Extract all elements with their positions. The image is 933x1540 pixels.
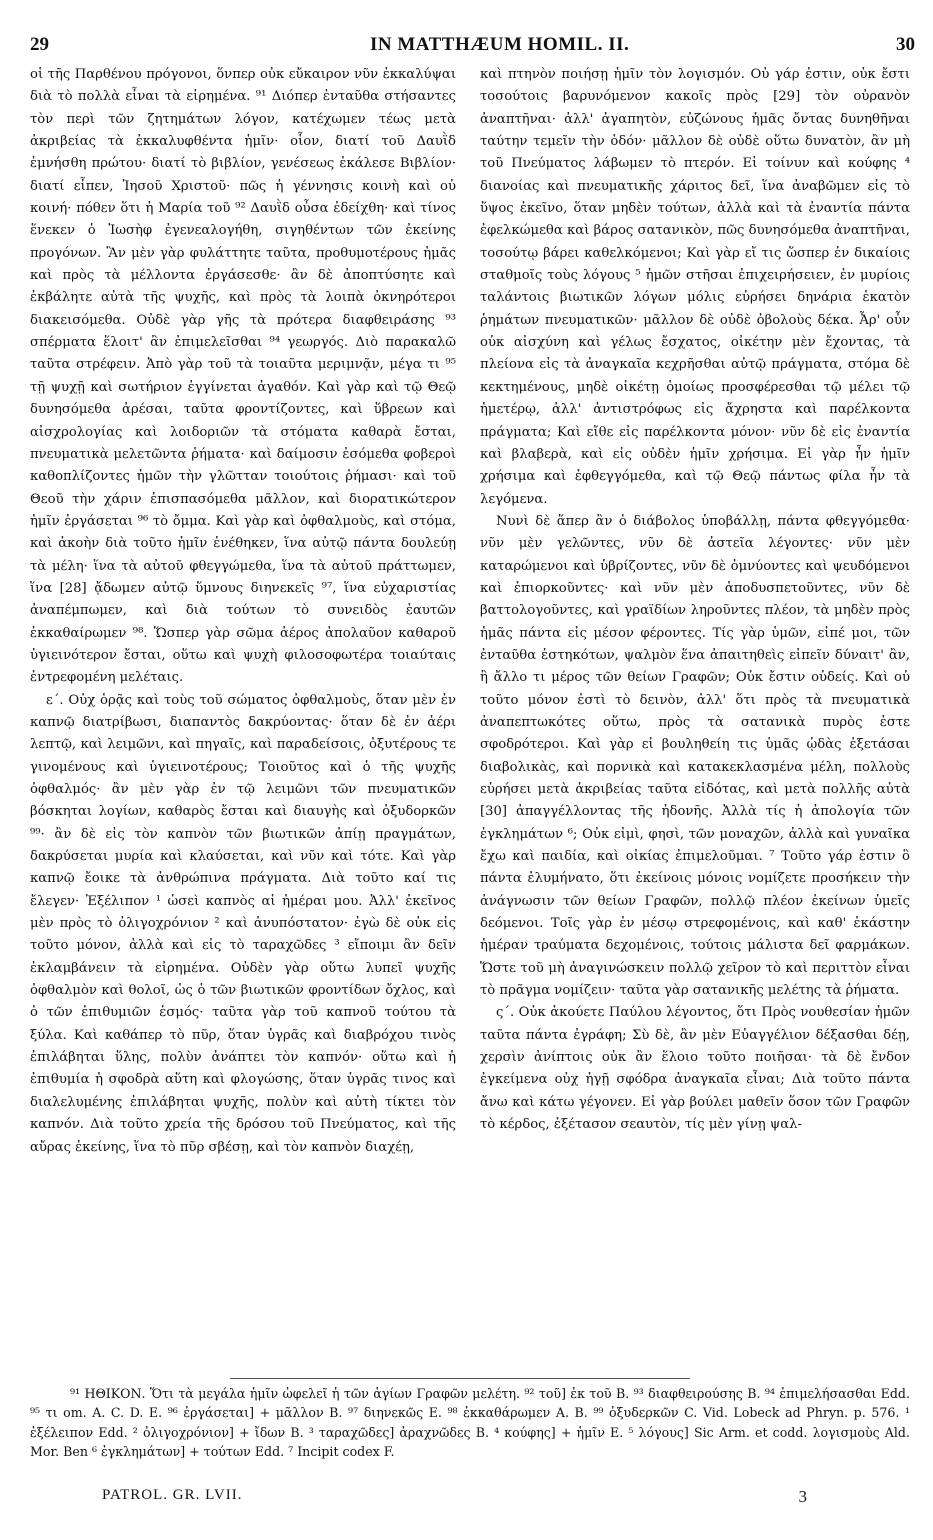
signature-mark: PATROL. GR. LVII. <box>102 1487 243 1503</box>
page-number-left: 29 <box>30 34 49 55</box>
running-title: IN MATTHÆUM HOMIL. II. <box>370 34 630 55</box>
page-footer <box>30 1487 915 1511</box>
right-column <box>480 64 910 1137</box>
footnotes <box>30 1384 910 1461</box>
paragraph: οἱ τῆς Παρθένου πρόγονοι, ὅνπερ οὐκ εὔκαιρον νῦν ἐκκαλύψαι διὰ τὸ πολλὰ εἶναι τὰ εἰρημένα. ⁹¹ Διόπερ ἐνταῦθα στήσαντες τὸν περὶ τῶν ζητημάτων λόγον, κατέχωμεν τέως μετὰ ἀκριβείας τὰ ἐκκαλυφθέντα ἡμῖν· οἷον, διατί τοῦ Δαυῒδ ἐμνήσθη πρώτου· διατί τὸ βιβλίον, γενέσεως ἐκάλεσε Βιβλίον· διατί εἶπεν, Ἰησοῦ Χριστοῦ· πῶς ἡ γέννησις κοινὴ καὶ οὐ κοινή· πόθεν ὅτι ἡ Μαρία τοῦ ⁹² Δαυῒδ οὖσα ἐδείχθη· καὶ τίνος ἕνεκεν ὁ Ἰωσὴφ ἐγενεαλογήθη, σιγηθέντων τῶν ἐκείνης προγόνων. Ἂν μὲν γὰρ φυλάττητε ταῦτα, προθυμοτέρους ἡμᾶς καὶ πρὸς τὰ μέλλοντα ἐργάσεσθε· ἂν δὲ ἀποπτύσητε καὶ ἐκβάλητε αὐτὰ τῆς ψυχῆς, καὶ πρὸς τὰ λοιπὰ ὀκνηρότεροι διακεισόμεθα. Οὐδὲ γὰρ γῆς τὰ πρότερα διαφθειράσης ⁹³ σπέρματα ἕλοιτ' ἂν ἐπιμελεῖσθαι ⁹⁴ γεωργός. Διὸ παρακαλῶ ταῦτα στρέφειν. Ἀπὸ γὰρ τοῦ τὰ τοιαῦτα μεριμνᾷν, μέγα τι ⁹⁵ τῇ ψυχῇ καὶ σωτήριον ἐγγίνεται ἀγαθόν. Καὶ γὰρ καὶ τῷ Θεῷ δυνησόμεθα ἀρέσαι, ταῦτα φροντίζοντες, καὶ ὕβρεων καὶ αἰσχρολογίας καὶ λοιδοριῶν τὰ στόματα καθαρὰ ἔσται, πνευματικὰ μελετῶντα ῥήματα· καὶ δαίμοσιν ἐσόμεθα φοβεροὶ καθοπλίζοντες ἡμῶν τὴν γλῶτταν τοιούτοις ῥήμασι· καὶ τοῦ Θεοῦ τὴν χάριν ἐπισπασόμεθα μᾶλλον, καὶ διορατικώτερον ἡμῖν ἐργάσεται ⁹⁶ τὸ ὄμμα. Καὶ γὰρ καὶ ὀφθαλμοὺς, καὶ στόμα, καὶ ἀκοὴν διὰ τοῦτο ἡμῖν ἐνέθηκεν, ἵνα αὐτῷ πάντα δουλεύῃ τὰ μέλη· ἵνα τὰ αὐτοῦ φθεγγώμεθα, ἵνα τὰ αὐτοῦ πράττωμεν, ἵνα [28] ᾄδωμεν αὐτῷ ὕμνους διηνεκεῖς ⁹⁷, ἵνα εὐχαριστίας ἀναπέμπωμεν, καὶ διὰ τούτων τὸ συνειδὸς ἑαυτῶν ἐκκαθαίρωμεν ⁹⁸. Ὥσπερ γὰρ σῶμα ἀέρος ἀπολαῦον καθαροῦ ὑγιεινότερον ἔσται, οὕτω καὶ ψυχὴ φιλοσοφωτέρα τοιαύταις ἐντρεφομένη μελέταις. <box>30 67 456 686</box>
signature-number: 3 <box>798 1487 807 1506</box>
paragraph: ε΄. Οὐχ ὁρᾷς καὶ τοὺς τοῦ σώματος ὀφθαλμοὺς, ὅταν μὲν ἐν καπνῷ διατρίβωσι, διαπαντὸς δακρύοντας· ὅταν δὲ ἐν ἀέρι λεπτῷ, καὶ λειμῶνι, καὶ πηγαῖς, καὶ παραδείσοις, ὀξυτέρους τε γινομένους καὶ ὑγιεινοτέρους; Τοιοῦτος καὶ ὁ τῆς ψυχῆς ὀφθαλμός· ἂν μὲν γὰρ ἐν τῷ λειμῶνι τῶν πνευματικῶν βόσκηται λογίων, καθαρὸς ἔσται καὶ διαυγὴς καὶ ὀξυδορκῶν ⁹⁹· ἂν δὲ εἰς τὸν καπνὸν τῶν βιωτικῶν ἀπίῃ πραγμάτων, δακρύσεται μυρία καὶ κλαύσεται, καὶ νῦν καὶ τότε. Καὶ γὰρ καπνῷ ἔοικε τὰ ἀνθρώπινα πράγματα. Διὰ τοῦτο καί τις ἔλεγεν· Ἐξέλιπον ¹ ὡσεὶ καπνὸς αἱ ἡμέραι μου. Ἀλλ' ἐκεῖνος μὲν πρὸς τὸ ὀλιγοχρόνιον ² καὶ ἀνυπόστατον· ἐγὼ δὲ οὐκ εἰς τοῦτο μόνον, ἀλλὰ καὶ εἰς τὸ ταραχῶδες ³ εἴποιμι ἂν δεῖν ἐκλαμβάνειν τὰ εἰρημένα. Οὐδὲν γὰρ οὕτω λυπεῖ ψυχῆς ὀφθαλμὸν καὶ θολοῖ, ὡς ὁ τῶν βιωτικῶν φροντίδων ὄχλος, καὶ ὁ τῶν ἐπιθυμιῶν ἑσμός· ταῦτα γὰρ τοῦ καπνοῦ τούτου τὰ ξύλα. Καὶ καθάπερ τὸ πῦρ, ὅταν ὑγρᾶς καὶ διαβρόχου τινὸς ἐπιλάβηται ὕλης, πολὺν ἀνάπτει τὸν καπνόν· οὕτω καὶ ἡ ἐπιθυμία ἡ σφοδρὰ αὕτη καὶ φλογώσης, ὅταν ὑγρᾶς τινος καὶ διαλελυμένης ἐπιλάβηται ψυχῆς, πολὺν καὶ αὐτὴ τίκτει τὸν καπνόν. Διὰ τοῦτο χρεία τῆς δρόσου τοῦ Πνεύματος, καὶ τῆς αὔρας ἐκείνης, ἵνα τὸ πῦρ σβέσῃ, καὶ τὸν καπνὸν διαχέῃ, <box>30 692 456 1155</box>
footnote-rule <box>230 1378 690 1379</box>
running-header <box>30 34 915 58</box>
paragraph: ς΄. Οὐκ ἀκούετε Παύλου λέγοντος, ὅτι Πρὸς νουθεσίαν ἡμῶν ταῦτα πάντα ἐγράφη; Σὺ δὲ, ἂν μὲν Εὐαγγέλιον δέξασθαι δέῃ, χερσὶν ἀνίπτοις οὐκ ἂν ἕλοιο τοῦτο ποιῆσαι· τὰ δὲ ἔνδον ἐγκείμενα οὐχ ἡγῇ σφόδρα ἀναγκαῖα εἶναι; Διὰ τοῦτο πάντα ἄνω καὶ κάτω γέγονεν. Εἰ γὰρ βούλει μαθεῖν ὅσον τῶν Γραφῶν τὸ κέρδος, ἐξέτασον σεαυτὸν, τίς μὲν γίνῃ ψαλ- <box>480 1005 910 1133</box>
left-column <box>30 64 456 1159</box>
footnote-text: ⁹¹ ΗΘΙΚΟΝ. Ὅτι τὰ μεγάλα ἡμῖν ὠφελεῖ ἡ τῶν ἁγίων Γραφῶν μελέτη. ⁹² τοῦ] ἐκ τοῦ B. ⁹³ διαφθειρούσης B. ⁹⁴ ἐπιμελήσασθαι Edd. ⁹⁵ τι om. A. C. D. E. ⁹⁶ ἐργάσεται] + μᾶλλον B. ⁹⁷ διηνεκῶς E. ⁹⁸ ἐκκαθάρωμεν A. B. ⁹⁹ ὀξυδερκῶν C. Vid. Lobeck ad Phryn. p. 576. ¹ ἐξέλειπον Edd. ² ὀλιγοχρόνιον] + ἴδων B. ³ ταραχῶδες] ἀραχνῶδες B. ⁴ κούφης] + ἡμῖν E. ⁵ λόγους] Sic Arm. et codd. λογισμοὺς Ald. Mor. Ben ⁶ ἐγκλημάτων] + τούτων Edd. ⁷ Incipit codex F. <box>30 1386 910 1459</box>
paragraph: καὶ πτηνὸν ποιήσῃ ἡμῖν τὸν λογισμόν. Οὐ γάρ ἐστιν, οὐκ ἔστι τοσούτοις βαρυνόμενον κακοῖς πρὸς [29] τὸν οὐρανὸν ἀναπτῆναι· ἀλλ' ἀγαπητὸν, εὐζώνους ἡμᾶς ὄντας δυνηθῆναι ταύτην τεμεῖν τὴν ὁδόν· μᾶλλον δὲ οὐδὲ οὕτω δυνατὸν, ἂν μὴ τοῦ Πνεύματος λάβωμεν τὸ πτερόν. Εἰ τοίνυν καὶ κούφης ⁴ διανοίας καὶ πνευματικῆς χάριτος δεῖ, ἵνα ἀναβῶμεν εἰς τὸ ὕψος ἐκεῖνο, ὅταν μηδὲν τούτων, ἀλλὰ καὶ τὰ ἐναντία πάντα ἐφελκώμεθα καὶ βάρος σατανικὸν, πῶς δυνησόμεθα ἀναπτῆναι, τοσούτῳ βάρει καθελκόμενοι; Καὶ γὰρ εἴ τις ὥσπερ ἐν δικαίοις σταθμοῖς τοὺς λόγους ⁵ ἡμῶν στῆσαι ἐπιχειρήσειεν, ἐν μυρίοις ταλάντοις βιωτικῶν λόγων μόλις εὑρήσει δηνάρια ἑκατὸν ῥημάτων πνευματικῶν· μᾶλλον δὲ οὐδὲ ὀβολοὺς δέκα. Ἆρ' οὖν οὐκ αἰσχύνη καὶ γέλως ἔσχατος, οἰκέτην μὲν ἔχοντας, τὰ πλείονα εἰς τὰ ἀναγκαῖα κεχρῆσθαι αὐτῷ πράγματα, στόμα δὲ κεκτημένους, μηδὲ οἰκέτῃ ὁμοίως προσφέρεσθαι τῷ μέλει τῷ ἡμετέρῳ, ἀλλ' ἀντιστρόφως εἰς ἄχρηστα καὶ παρέλκοντα πράγματα; Καὶ εἴθε εἰς παρέλκοντα μόνον· νῦν δὲ εἰς ἐναντία καὶ βλαβερὰ, καὶ εἰς οὐδὲν ἡμῖν χρήσιμα. Εἰ γὰρ ἦν ἡμῖν χρήσιμα καὶ ἐφθεγγόμεθα, καὶ τῷ Θεῷ πάντως φίλα ἦν τὰ λεγόμενα. <box>480 67 910 507</box>
paragraph: Νυνὶ δὲ ἅπερ ἂν ὁ διάβολος ὑποβάλλῃ, πάντα φθεγγόμεθα· νῦν μὲν γελῶντες, νῦν δὲ ἀστεῖα λέγοντες· νῦν μὲν καταρώμενοι καὶ ὑβρίζοντες, νῦν δὲ ὀμνύοντες καὶ ψευδόμενοι καὶ ἐπιορκοῦντες· καὶ νῦν μὲν ἀποδυσπετοῦντες, νῦν δὲ βαττολογοῦντες, καὶ γραϊδίων ληροῦντες πλέον, τὰ μηδὲν πρὸς ἡμᾶς πάντα εἰς μέσον φέροντες. Τίς γὰρ ὑμῶν, εἰπέ μοι, τῶν ἐνταῦθα ἑστηκότων, ψαλμὸν ἕνα ἀπαιτηθεὶς εἰπεῖν δύναιτ' ἂν, ἢ ἄλλο τι μέρος τῶν θείων Γραφῶν; Οὐκ ἔστιν οὐδείς. Καὶ οὐ τοῦτο μόνον ἐστὶ τὸ δεινὸν, ἀλλ' ὅτι πρὸς τὰ πνευματικὰ ἀναπεπτωκότες οὕτω, πρὸς τὰ σατανικὰ πυρὸς ἐστε σφοδρότεροι. Καὶ γὰρ εἰ βουληθείη τις ὑμᾶς ᾠδὰς ἐξετάσαι διαβολικὰς, καὶ πορνικὰ καὶ κατακεκλασμένα μέλη, πολλοὺς εὑρήσει μετὰ ἀκριβείας ταῦτα εἰδότας, καὶ μετὰ πολλῆς αὐτὰ [30] ἀπαγγέλλοντας τῆς ἡδονῆς. Ἀλλὰ τίς ἡ ἀπολογία τῶν ἐγκλημάτων ⁶; Οὐκ εἰμὶ, φησὶ, τῶν μοναχῶν, ἀλλὰ καὶ γυναῖκα ἔχω καὶ παιδία, καὶ οἰκίας ἐπιμελοῦμαι. ⁷ Τοῦτο γάρ ἐστιν ὃ πάντα ἐλυμήνατο, ὅτι ἐκείνοις μόνοις νομίζετε προσήκειν τὴν ἀνάγνωσιν τῶν θείων Γραφῶν, πολλῷ πλέον ἐκείνων ὑμεῖς δεόμενοι. Τοῖς γὰρ ἐν μέσῳ στρεφομένοις, καὶ καθ' ἑκάστην ἡμέραν τραύματα δεχομένοις, τούτοις μάλιστα δεῖ φαρμάκων. Ὥστε τοῦ μὴ ἀναγινώσκειν πολλῷ χεῖρον τὸ καὶ περιττὸν εἶναι τὸ πρᾶγμα νομίζειν· ταῦτα γὰρ σατανικῆς μελέτης τὰ ῥήματα. <box>480 513 910 999</box>
page-number-right: 30 <box>896 34 915 55</box>
